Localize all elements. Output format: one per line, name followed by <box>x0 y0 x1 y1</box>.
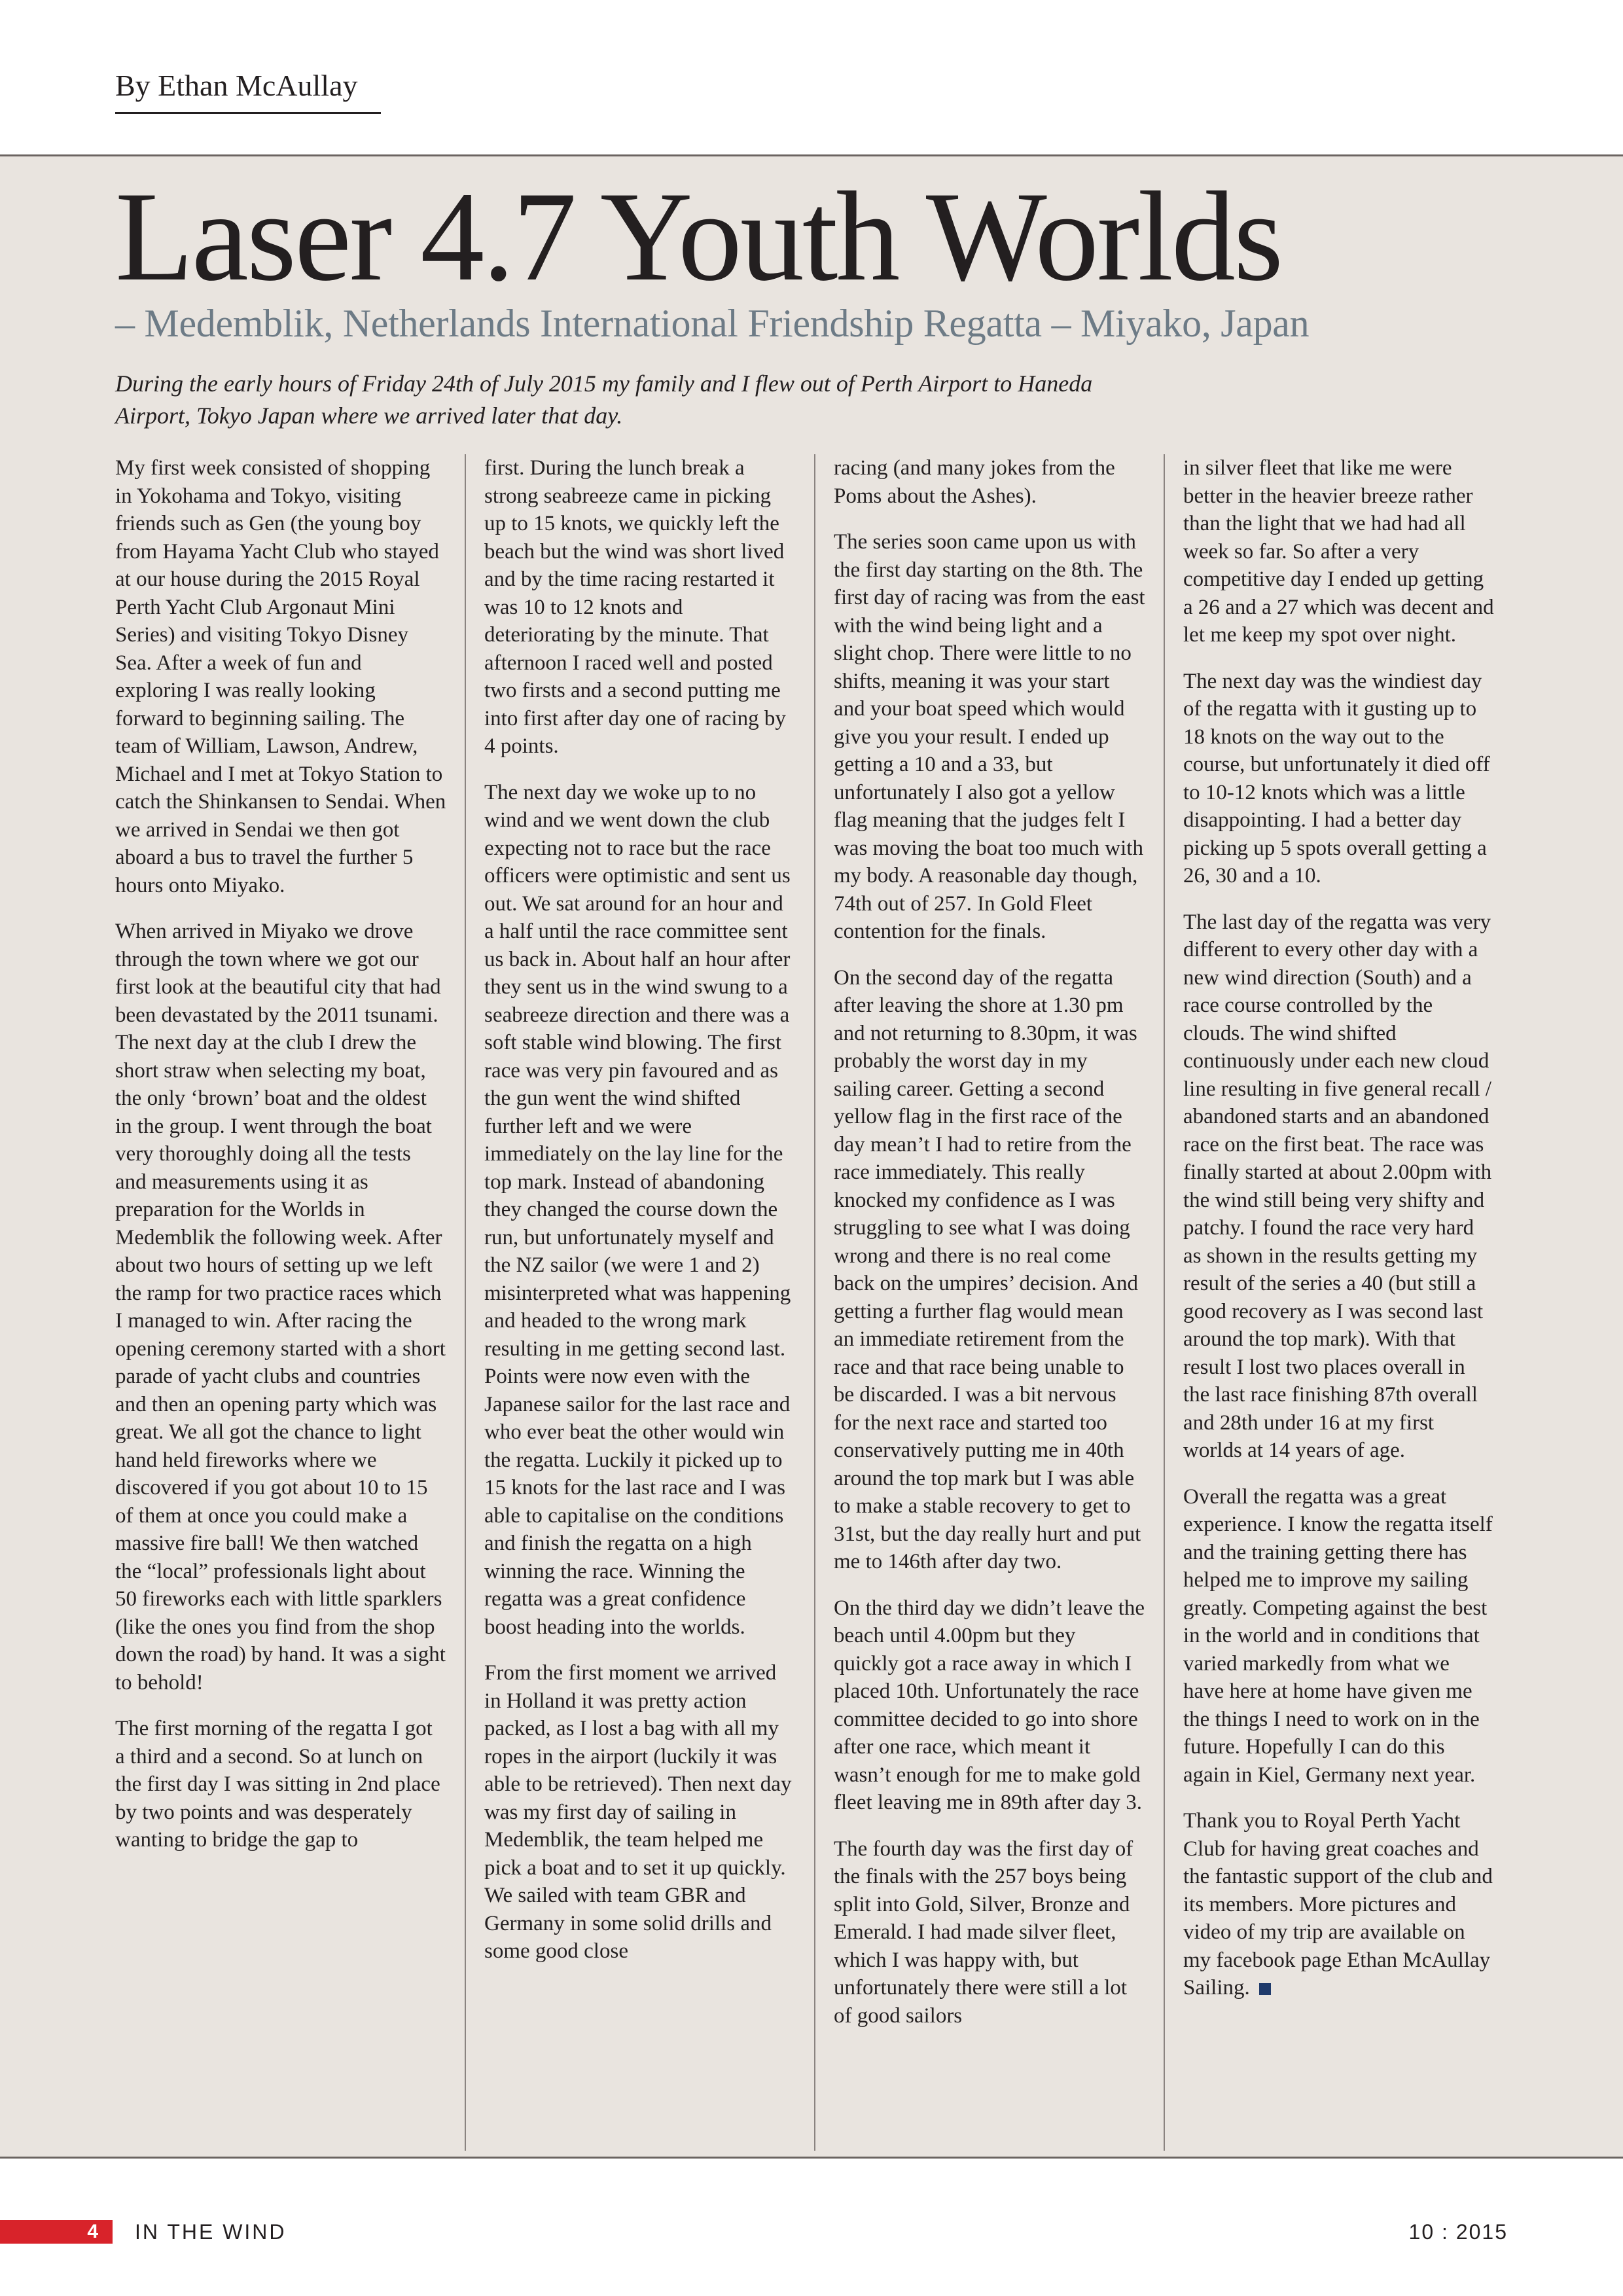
paragraph: The series soon came upon us with the first day starting on the 8th. The first day of racing was from the east with the wind being light and a slight chop. There were little to no shifts, meaning it was your start and your boat speed which would give you your result. I ended up getting a 10 and a 33, but unfortunately I also got a yellow flag meaning that the judges felt I was moving the boat too much with my body. A reasonable day though, 74th out of 257. In Gold Fleet contention for the finals. <box>834 530 1145 943</box>
paragraph: The next day was the windiest day of the regatta with it gusting up to 18 knots on the way out to the course, but unfortunately it died off to 10-12 knots which was a little disappointing. I had a better day picking up 5 spots overall getting a 26, 30 and a 10. <box>1183 669 1490 888</box>
byline: By Ethan McAullay <box>115 68 381 114</box>
paragraph: racing (and many jokes from the Poms about the Ashes). <box>834 456 1115 508</box>
paragraph: The last day of the regatta was very different to every other day with a new wind direction (South) and a race course controlled by the clouds. The wind shifted continuously under each new cloud line resulting in five general recall / abandoned starts and an abandoned race on the first beat. The race was finally started at about 2.00pm with the wind still being very shifty and patchy. I found the race very hard as shown in the results getting my result of the series a 40 (but still a good recovery as I was second last around the top mark). With that result I lost two places overall in the last race finishing 87th overall and 28th under 16 at my first worlds at 14 years of age. <box>1183 910 1492 1462</box>
page-footer <box>0 2220 1623 2246</box>
paragraph: The first morning of the regatta I got a third and a second. So at lunch on the first day I was sitting in 2nd place by two points and was desperately wanting to bridge the gap to <box>115 1717 440 1852</box>
paragraph: On the second day of the regatta after leaving the shore at 1.30 pm and not returning to 8.30pm, it was probably the worst day in my sailing career. Getting a second yellow flag in the first race of the day mean’t I had to retire from the race immediately. This really knocked my confidence as I was struggling to see what I was doing wrong and there is no real come back on the umpires’ decision. And getting a further flag would mean an immediate retirement from the race and that race being unable to be discarded. I was a bit nervous for the next race and started too conservatively putting me in 40th around the top mark but I was able to make a stable recovery to get to 31st, but the day really hurt and put me to 146th after day two. <box>834 965 1141 1573</box>
paragraph: When arrived in Miyako we drove through the town where we got our first look at the beautiful city that had been devastated by the 2011 tsunami. The next day at the club I drew the short straw when selecting my boat, the only ‘brown’ boat and the oldest in the group. I went through the boat very thoroughly doing all the tests and measurements using it as preparation for the Worlds in Medemblik the following week. After about two hours of setting up we left the ramp for two practice races which I managed to win. After racing the opening ceremony started with a short parade of yacht clubs and countries and then an opening party which was great. We all got the chance to light hand held fireworks where we discovered if you got about 10 to 15 of them at once you could make a massive fire ball! We then watched the “local” professionals light about 50 fireworks each with little sparklers (like the ones you find from the shop down the road) by hand. It was a sight to behold! <box>115 920 446 1695</box>
magazine-name: IN THE WIND <box>135 2220 287 2244</box>
paragraph: The fourth day was the first day of the finals with the 257 boys being split into Gold, Silver, Bronze and Emerald. I had made silver fleet, which I was happy with, but unfortunately there were still a lot of good sailors <box>834 1837 1133 2028</box>
article-body <box>115 454 1513 2151</box>
column-1 <box>115 454 465 2151</box>
article-title: Laser 4.7 Youth Worlds <box>115 166 1282 308</box>
article-intro: During the early hours of Friday 24th of July 2015 my family and I flew out of Perth Airport to Haneda Airport, Tokyo Japan where we arrived later that day. <box>115 370 1093 429</box>
paragraph: The next day we woke up to no wind and we went down the club expecting not to race but the race officers were optimistic and sent us out. We sat around for an hour and a half until the race committee sent us back in. About half an hour after they sent us in the wind swung to a seabreeze direction and there was a soft stable wind blowing. The first race was very pin favoured and as the gun went the wind shifted further left and we were immediately on the lay line for the top mark. Instead of abandoning they changed the course down the run, but unfortunately myself and the NZ sailor (we were 1 and 2) misinterpreted what was happening and headed to the wrong mark resulting in me getting second last. Points were now even with the Japanese sailor for the last race and who ever beat the other would win the regatta. Luckily it picked up to 15 knots for the last race and I was able to capitalise on the conditions and finish the regatta on a high winning the race. Winning the regatta was a great confidence boost heading into the worlds. <box>484 780 791 1639</box>
paragraph: first. During the lunch break a strong seabreeze came in picking up to 15 knots, we quickly left the beach but the wind was short lived and by the time racing restarted it was 10 to 12 knots and deteriorating by the minute. That afternoon I raced well and posted two firsts and a second putting me into first after day one of racing by 4 points. <box>484 456 786 758</box>
article-subtitle: – Medemblik, Netherlands International Friendship Regatta – Miyako, Japan <box>115 302 1310 345</box>
paragraph: From the first moment we arrived in Holland it was pretty action packed, as I lost a bag with all my ropes in the airport (luckily it was able to be retrieved). Then next day was my first day of sailing in Medemblik, the team helped me pick a boat and to set it up quickly. We sailed with team GBR and Germany in some solid drills and some good close <box>484 1661 792 1963</box>
paragraph-final <box>1183 1807 1495 2002</box>
paragraph: Overall the regatta was a great experience. I know the regatta itself and the training getting there has helped me to improve my sailing greatly. Competing against the best in the world and in conditions that varied markedly from what we have here at home have given me the things I need to work on in the future. Hopefully I can do this again in Kiel, Germany next year. <box>1183 1484 1493 1787</box>
end-of-article-mark <box>1259 1983 1271 1995</box>
column-2 <box>465 454 814 2151</box>
paragraph: My first week consisted of shopping in Yokohama and Tokyo, visiting friends such as Gen (the young boy from Hayama Yacht Club who stayed at our house during the 2015 Royal Perth Yacht Club Argonaut Mini Series) and visiting Tokyo Disney Sea. After a week of fun and exploring I was really looking forward to beginning sailing. The team of William, Lawson, Andrew, Michael and I met at Tokyo Station to catch the Shinkansen to Sendai. When we arrived in Sendai we then got aboard a bus to travel the further 5 hours onto Miyako. <box>115 456 446 897</box>
issue-date: 10 : 2015 <box>1408 2220 1508 2244</box>
column-4 <box>1164 454 1513 2151</box>
paragraph: in silver fleet that like me were better in the heavier breeze rather than the light that we had had all week so far. So after a very competitive day I ended up getting a 26 and a 27 which was decent and let me keep my spot over night. <box>1183 456 1494 647</box>
paragraph-final-text: Thank you to Royal Perth Yacht Club for having great coaches and the fantastic support of the club and its members. More pictures and video of my trip are available on my facebook page Ethan McAullay Sailing. <box>1183 1809 1493 2000</box>
page-number: 4 <box>0 2220 113 2244</box>
column-3 <box>814 454 1164 2151</box>
paragraph: On the third day we didn’t leave the beach until 4.00pm but they quickly got a race away in which I placed 10th. Unfortunately the race committee decided to go into shore after one race, which meant it wasn’t enough for me to make gold fleet leaving me in 89th after day 3. <box>834 1596 1145 1814</box>
